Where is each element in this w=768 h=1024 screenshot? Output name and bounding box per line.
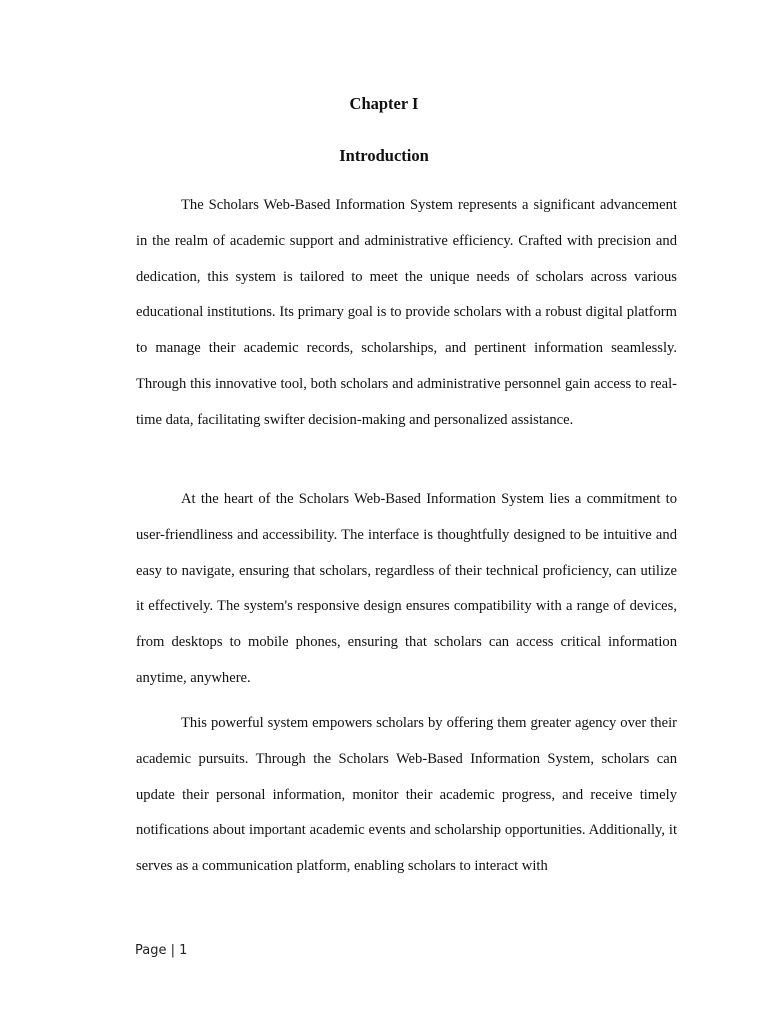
page-footer: Page | 1 xyxy=(135,943,188,958)
chapter-title: Introduction xyxy=(339,146,429,165)
paragraph-3: This powerful system empowers scholars by offering them greater agency over their academic pursuits. Through the Scholars Web-Based Information System, scholars can update their personal information, monitor their academic progress, and receive timely notifications about important academic events and scholarship opportunities. Additionally, it serves as a communication platform, enabling scholars to interact with xyxy=(136,715,677,875)
paragraph-1: The Scholars Web-Based Information System represents a significant advancement in the realm of academic support and administrative efficiency. Crafted with precision and dedication, this system is tailored to meet the unique needs of scholars across various educational institutions. Its primary goal is to provide scholars with a robust digital platform to manage their academic records, scholarships, and pertinent information seamlessly. Through this innovative tool, both scholars and administrative personnel gain access to real-time data, facilitating swifter decision-making and personalized assistance. xyxy=(136,197,677,428)
paragraph-2: At the heart of the Scholars Web-Based Information System lies a commitment to user-friendliness and accessibility. The interface is thoughtfully designed to be intuitive and easy to navigate, ensuring that scholars, regardless of their technical proficiency, can utilize it effectively. The system's responsive design ensures compatibility with a range of devices, from desktops to mobile phones, ensuring that scholars can access critical information anytime, anywhere. xyxy=(136,491,677,686)
chapter-label: Chapter I xyxy=(349,94,419,113)
